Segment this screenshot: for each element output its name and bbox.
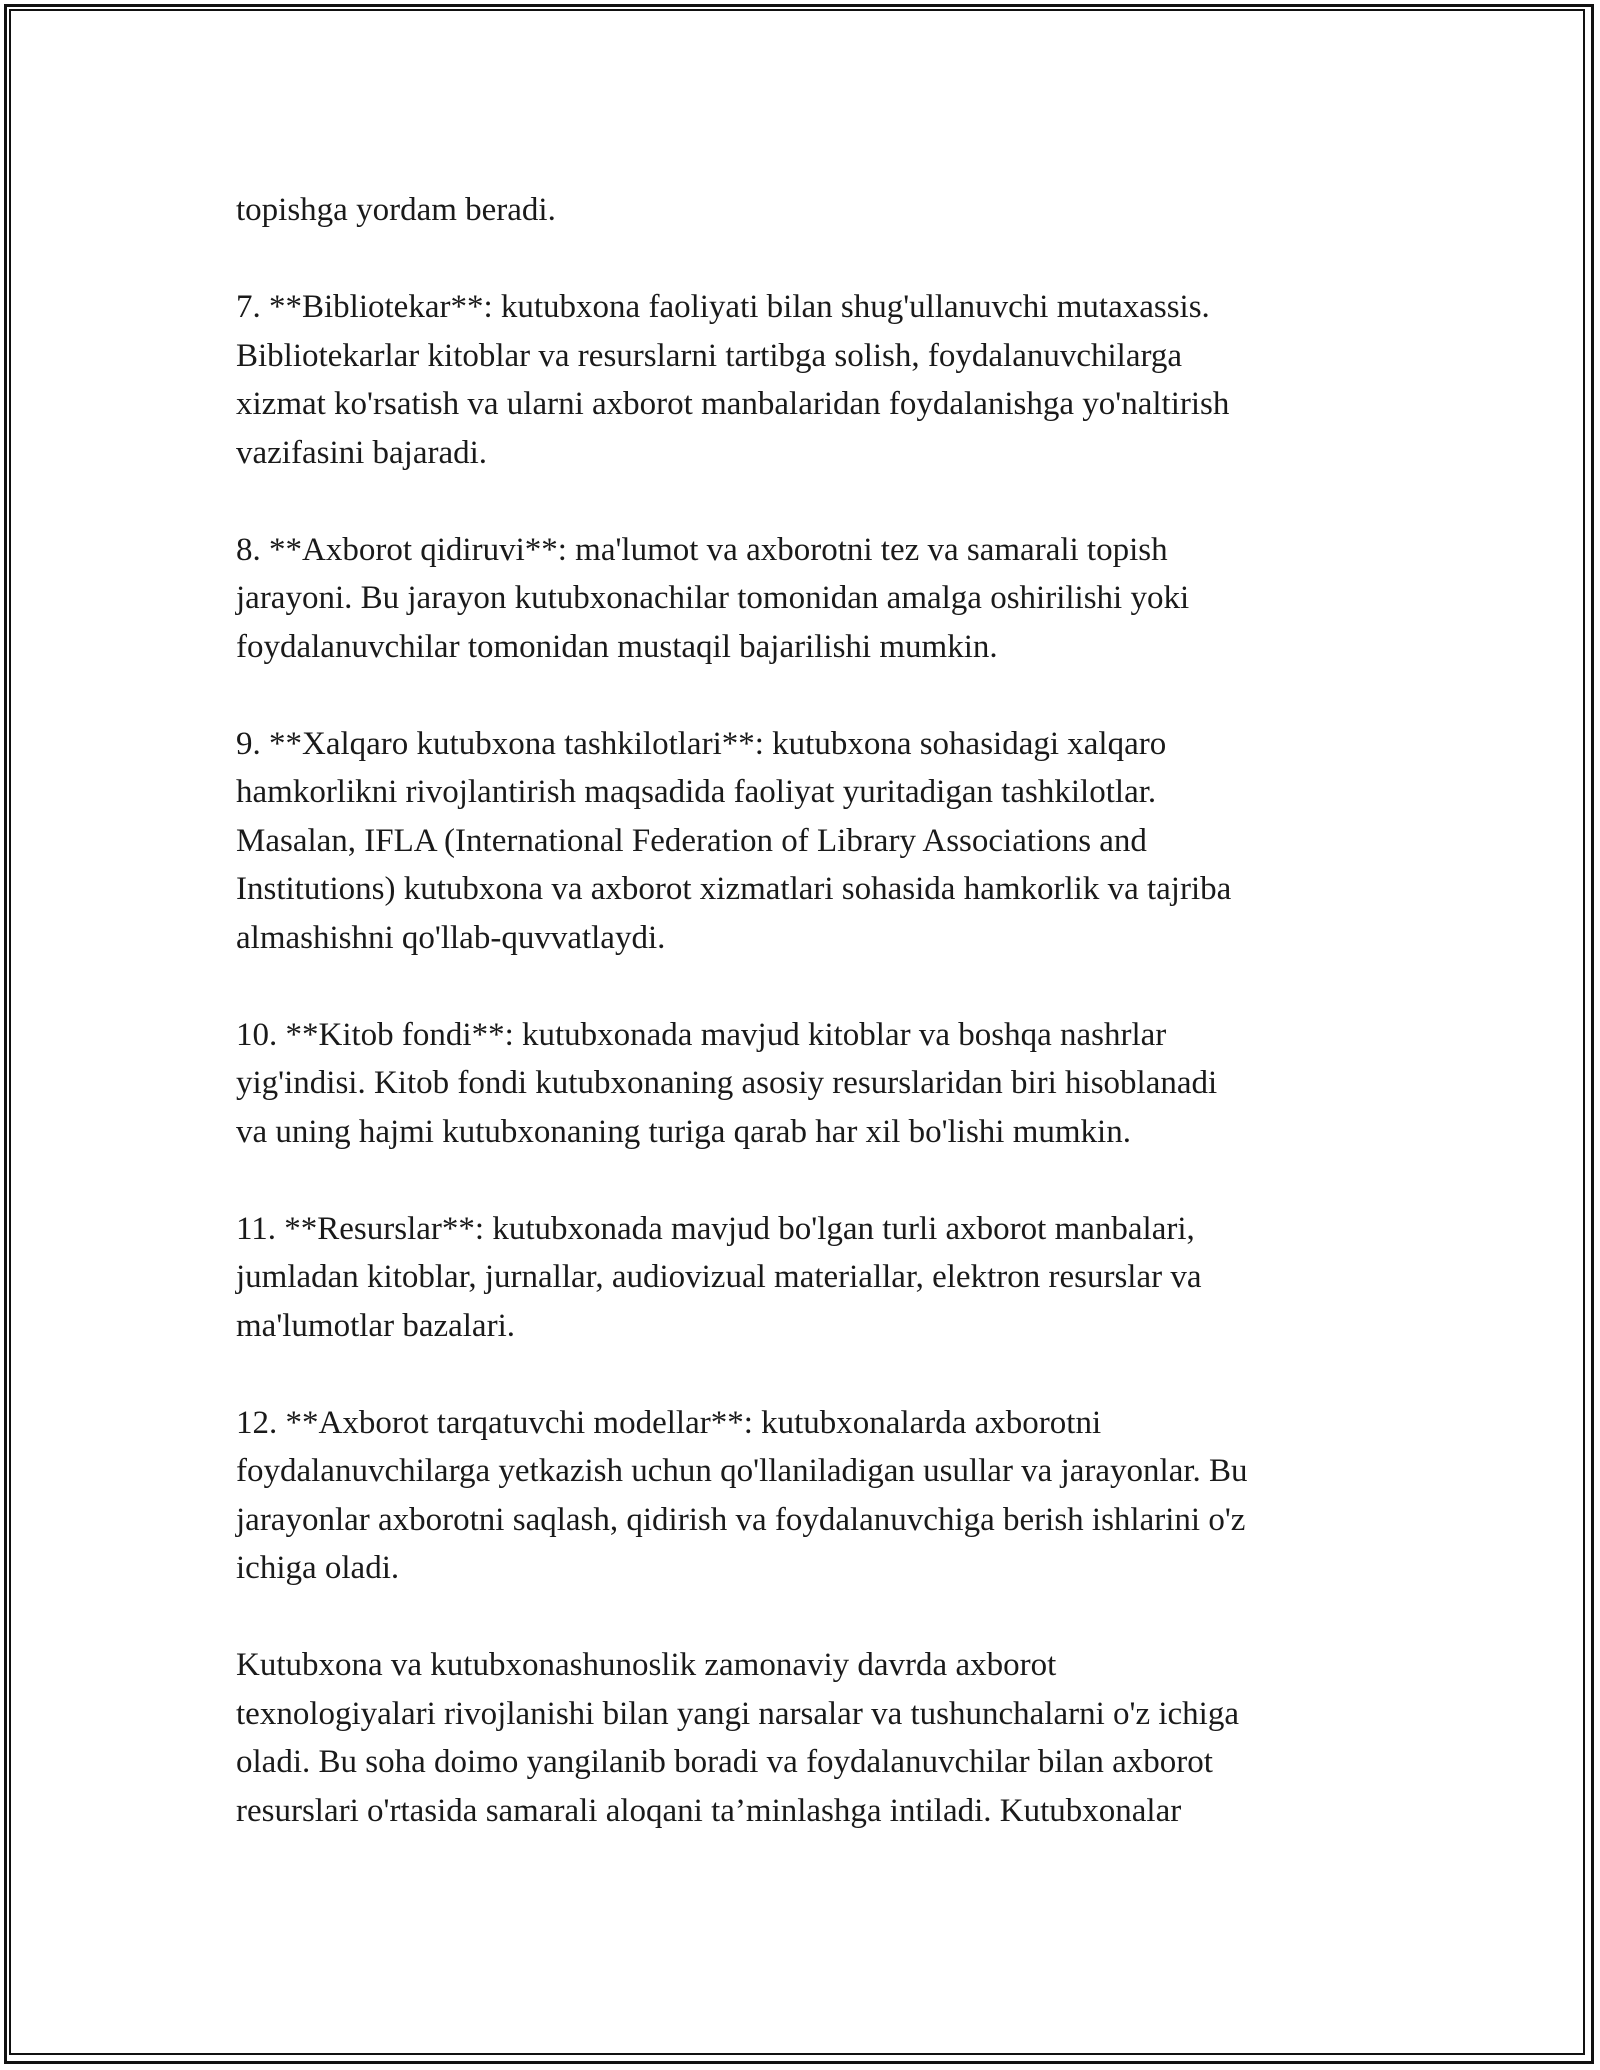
text-line: ichiga oladi. [236,1550,400,1586]
paragraph-item-8-axborot-qidiruvi [236,526,1386,672]
text-line: yig'indisi. Kitob fondi kutubxonaning asosiy resurslaridan biri hisoblanadi [236,1065,1218,1101]
text-line: Bibliotekarlar kitoblar va resurslarni tartibga solish, foydalanuvchilarga [236,337,1183,374]
text-line: Kutubxona va kutubxonashunoslik zamonaviy davrda axborot [236,1647,1057,1683]
text-line: ma'lumotlar bazalari. [236,1307,515,1344]
text-line: jarayonlar axborotni saqlash, qidirish va foydalanuvchiga berish ishlarini o'z [236,1501,1246,1538]
text-line: Institutions) kutubxona va axborot xizmatlari sohasida hamkorlik va tajriba [236,871,1232,907]
document-body [236,186,1386,1884]
text-line: foydalanuvchilarga yetkazish uchun qo'llaniladigan usullar va jarayonlar. Bu [236,1453,1248,1489]
text-line: oladi. Bu soha doimo yangilanib boradi va foydalanuvchilar bilan axborot [236,1744,1213,1780]
text-line: vazifasini bajaradi. [236,434,488,471]
paragraph-item-9-xalqaro-tashkilotlar [236,720,1386,963]
text-line: 12. **Axborot tarqatuvchi modellar**: kutubxonalarda axborotni [236,1404,1102,1441]
text-line: xizmat ko'rsatish va ularni axborot manbalaridan foydalanishga yo'naltirish [236,386,1230,422]
paragraph-item-10-kitob-fondi [236,1011,1386,1157]
paragraph-continuation [236,186,1386,235]
paragraph-conclusion [236,1641,1386,1835]
text-line: 10. **Kitob fondi**: kutubxonada mavjud kitoblar va boshqa nashrlar [236,1016,1167,1053]
text-line: Masalan, IFLA (International Federation of Library Associations and [236,822,1147,859]
text-line: jumladan kitoblar, jurnallar, audiovizual materiallar, elektron resurslar va [236,1259,1202,1295]
text-line: 7. **Bibliotekar**: kutubxona faoliyati bilan shug'ullanuvchi mutaxassis. [236,289,1210,325]
text-line: texnologiyalari rivojlanishi bilan yangi narsalar va tushunchalarni o'z ichiga [236,1695,1239,1732]
text-line: 8. **Axborot qidiruvi**: ma'lumot va axborotni tez va samarali topish [236,531,1168,568]
text-line: almashishni qo'llab-quvvatlaydi. [236,919,666,956]
paragraph-item-7-bibliotekar [236,283,1386,477]
text-line: 9. **Xalqaro kutubxona tashkilotlari**: kutubxona sohasidagi xalqaro [236,725,1167,762]
text-line: 11. **Resurslar**: kutubxonada mavjud bo'lgan turli axborot manbalari, [236,1210,1195,1247]
paragraph-item-12-tarqatuvchi-modellar [236,1399,1386,1593]
text-line: va uning hajmi kutubxonaning turiga qarab har xil bo'lishi mumkin. [236,1113,1131,1150]
text-line: hamkorlikni rivojlantirish maqsadida faoliyat yuritadigan tashkilotlar. [236,774,1157,810]
text-line: resurslari o'rtasida samarali aloqani ta’minlashga intiladi. Kutubxonalar [236,1792,1182,1829]
text-line: jarayoni. Bu jarayon kutubxonachilar tomonidan amalga oshirilishi yoki [236,580,1190,616]
paragraph-item-11-resurslar [236,1205,1386,1351]
text-line: foydalanuvchilar tomonidan mustaqil bajarilishi mumkin. [236,628,998,665]
text-line: topishga yordam beradi. [236,192,556,228]
